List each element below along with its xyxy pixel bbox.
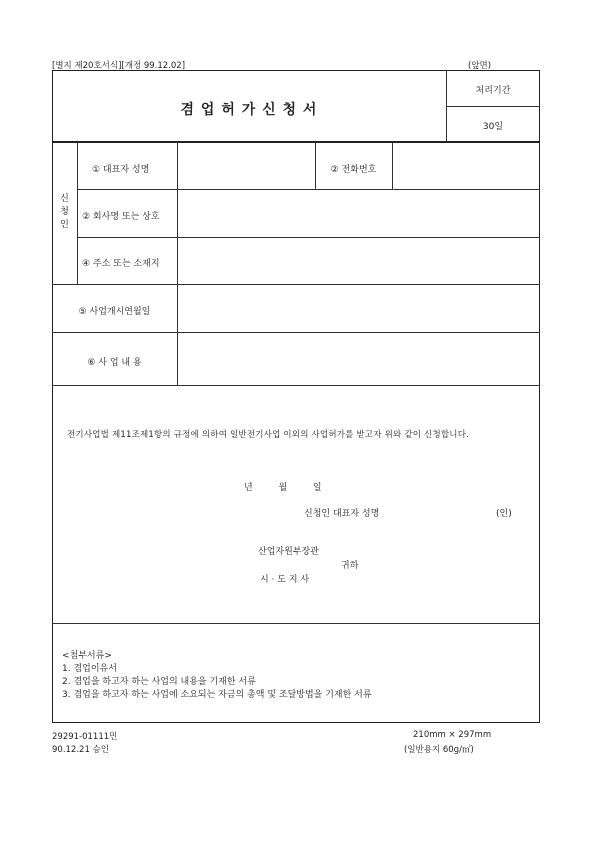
page-side-label: (앞면) [468, 61, 492, 71]
company-name-label: ② 회사명 또는 상호 [82, 212, 160, 222]
rep-name-field[interactable] [178, 142, 314, 189]
approval-date: 90.12.21 승인 [52, 745, 109, 755]
form-code: 29291-01111민 [52, 732, 118, 742]
phone-field[interactable] [393, 142, 539, 189]
statement-body: 전기사업법 제11조제1항의 규정에 의하여 일반전기사업 이외의 사업허가를 받고자 위와 같이 신청합니다. [67, 430, 470, 440]
processing-period-value: 30일 [482, 122, 504, 132]
seal-mark: (인) [496, 509, 512, 519]
recipient-suffix: 귀하 [341, 561, 359, 571]
address-label: ④ 주소 또는 소재지 [82, 259, 160, 269]
form-reference: [별지 제20호서식][개정 99.12.02] [52, 61, 186, 71]
paper-size: 210mm × 297mm [413, 730, 492, 740]
paper-spec: (일반용지 60g/㎡) [404, 745, 474, 755]
attachments-heading: <첨부서류> [62, 651, 112, 661]
address-field[interactable] [178, 238, 539, 284]
processing-period-label: 처리기간 [475, 86, 511, 96]
attachment-item: 1. 겸업이유서 [62, 664, 117, 674]
processing-divider [446, 106, 540, 107]
start-date-field[interactable] [178, 285, 539, 332]
attachment-item: 3. 겸업을 하고자 하는 사업에 소요되는 자금의 총액 및 조달방법을 기재한 서류 [62, 690, 372, 700]
business-content-label: ⑥ 사 업 내 용 [87, 358, 142, 368]
company-name-field[interactable] [178, 190, 539, 237]
applicant-signature-label: 신청인 대표자 성명 [304, 509, 380, 519]
applicant-group-label: 신 청 인 [60, 194, 69, 230]
statement-bottom-border [52, 623, 540, 624]
business-bottom-border [52, 385, 540, 386]
applicant-group-divider [77, 142, 78, 284]
recipient-minister: 산업자원부장관 [258, 547, 319, 557]
date-line: 년 월 일 [244, 483, 322, 493]
rep-name-label: ① 대표자 성명 [92, 165, 150, 175]
attachment-item: 2. 겸업을 하고자 하는 사업의 내용을 기재한 서류 [62, 677, 256, 687]
form-title: 겸 업 허 가 신 청 서 [180, 102, 318, 118]
phone-label: ② 전화번호 [330, 165, 377, 175]
business-content-field[interactable] [178, 333, 539, 385]
start-date-label: ⑤ 사업개시연월일 [78, 307, 151, 317]
recipient-governor: 시 · 도 지 사 [260, 575, 310, 585]
